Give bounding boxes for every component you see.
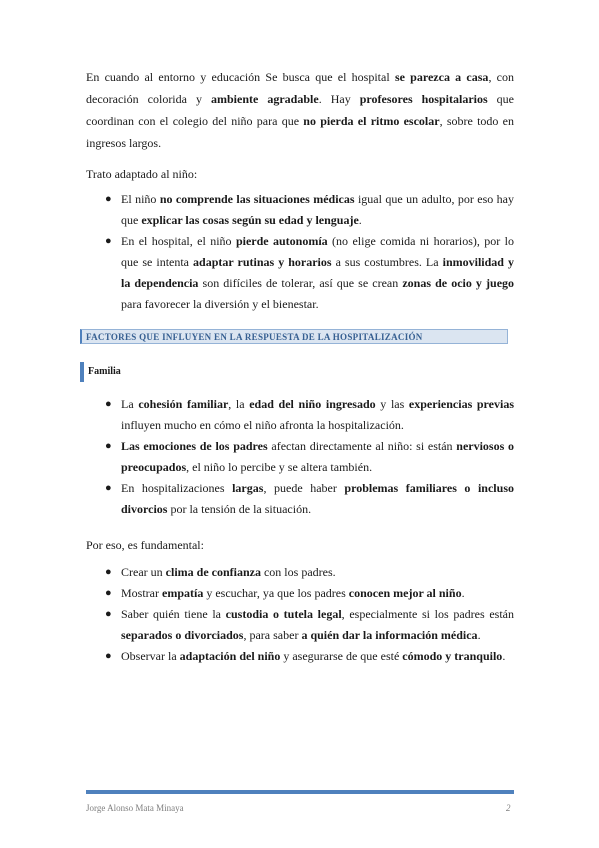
bullet-icon: ● [105,650,112,662]
footer-divider [86,790,514,794]
list-item: ● Crear un clima de confianza con los padres. [121,562,514,583]
bullet-icon: ● [105,440,112,452]
bullet-icon: ● [105,193,112,205]
trato-intro: Trato adaptado al niño: [86,167,198,181]
subheading-familia: Familia [80,362,514,382]
section-heading: FACTORES QUE INFLUYEN EN LA RESPUESTA DE LA HOSPITALIZACIÓN [80,329,508,344]
footer-author: Jorge Alonso Mata Minaya [86,803,184,813]
fundamental-intro: Por eso, es fundamental: [86,538,204,552]
intro-paragraph: En cuando al entorno y educación Se busca que el hospital se parezca a casa, con decoración colorida y ambiente agradable. Hay profesores hospitalarios que coordinan con el colegio del niño para que no pierda el ritmo escolar, sobre todo en ingresos largos. [86,70,515,150]
bullet-icon: ● [105,587,112,599]
familia-list [86,394,514,520]
bullet-icon: ● [105,608,112,620]
bullet-icon: ● [105,235,112,247]
bullet-icon: ● [105,482,112,494]
bullet-icon: ● [105,566,112,578]
page-number: 2 [506,803,511,813]
trato-list [86,189,514,315]
list-item: ● El niño no comprende las situaciones médicas igual que un adulto, por eso hay que explicar las cosas según su edad y lenguaje. [121,189,514,231]
list-item: ● Saber quién tiene la custodia o tutela legal, especialmente si los padres están separados o divorciados, para saber a quién dar la información médica. [121,604,514,646]
list-item: ● En el hospital, el niño pierde autonomía (no elige comida ni horarios), por lo que se intenta adaptar rutinas y horarios a sus costumbres. La inmovilidad y la dependencia son difíciles de tolerar, así que se crean zonas de ocio y juego para favorecer la diversión y el bienestar. [121,231,514,315]
document-page [86,66,514,681]
fundamental-list [86,562,514,667]
list-item: ● Mostrar empatía y escuchar, ya que los padres conocen mejor al niño. [121,583,514,604]
list-item: ● Observar la adaptación del niño y asegurarse de que esté cómodo y tranquilo. [121,646,514,667]
list-item: ● La cohesión familiar, la edad del niño ingresado y las experiencias previas influyen mucho en cómo el niño afronta la hospitalización. [121,394,514,436]
list-item: ● En hospitalizaciones largas, puede haber problemas familiares o incluso divorcios por la tensión de la situación. [121,478,514,520]
list-item: ● Las emociones de los padres afectan directamente al niño: si están nerviosos o preocupados, el niño lo percibe y se altera también. [121,436,514,478]
bullet-icon: ● [105,398,112,410]
